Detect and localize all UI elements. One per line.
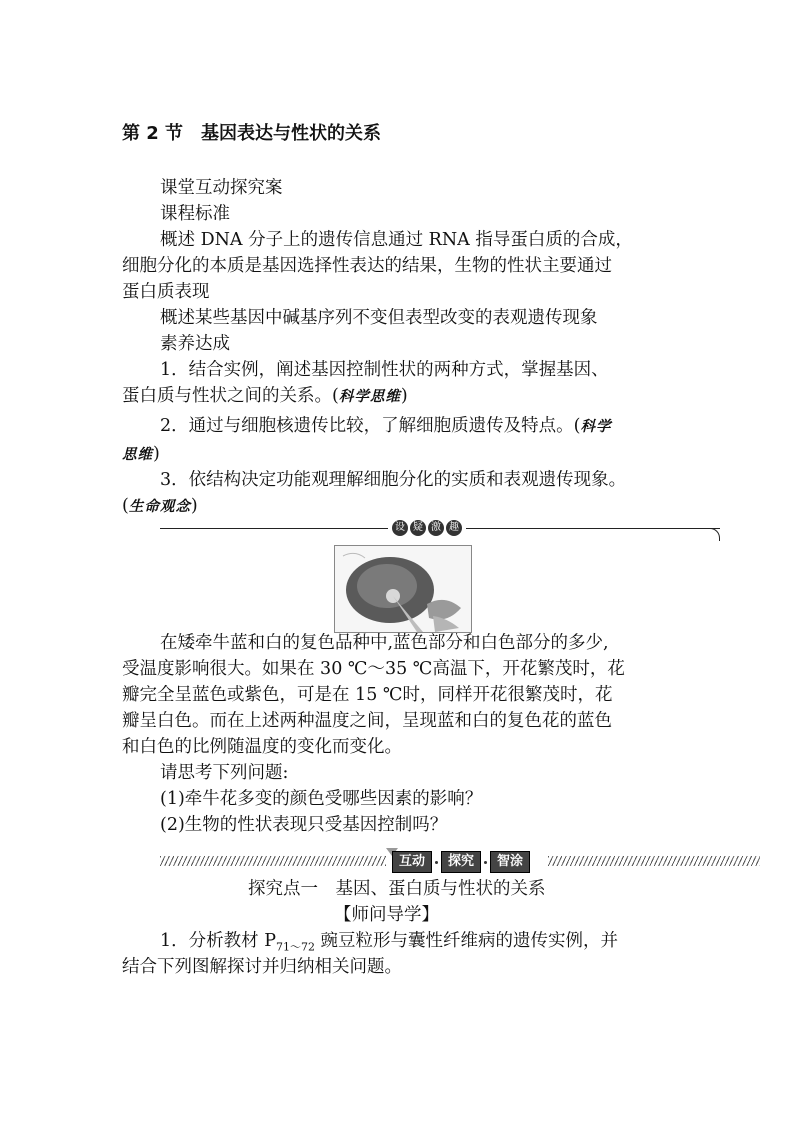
section-case: 课堂互动探究案 [160, 178, 283, 198]
flower-illustration [335, 546, 471, 632]
banner-dot [435, 861, 438, 864]
banner-badges [392, 851, 530, 873]
banner-badge: 互动 [392, 851, 432, 873]
literacy-heading: 素养达成 [160, 334, 230, 354]
banner-badge: 探究 [441, 851, 481, 873]
question-2: (2)生物的性状表现只受基因控制吗？ [160, 815, 448, 835]
item2-line-1: 2．通过与细胞核遗传比较，了解细胞质遗传及特点。(科学 [160, 416, 612, 436]
standard-line-3: 蛋白质表现 [122, 282, 210, 302]
intro-line-5: 和白色的比例随温度的变化而变化。 [122, 737, 402, 757]
page-title: 第 2 节 基因表达与性状的关系 [122, 123, 382, 144]
question-1: (1)牵牛花多变的颜色受哪些因素的影响？ [160, 789, 483, 809]
item1-line-1: 1．结合实例，阐述基因控制性状的两种方式，掌握基因、 [160, 360, 609, 380]
intro-line-1: 在矮牵牛蓝和白的复色品种中,蓝色部分和白色部分的多少, [160, 633, 609, 653]
questions-heading: 请思考下列问题: [160, 763, 289, 783]
item1-tag: 科学思维 [338, 388, 401, 405]
petunia-photo [334, 545, 472, 633]
banner-explore [160, 851, 760, 873]
banner-badge: 智涂 [490, 851, 530, 873]
item2-line-2: 思维) [122, 444, 160, 464]
banner-badge: 趣 [446, 520, 462, 536]
intro-line-3: 瓣完全呈蓝色或紫色，可是在 15 ℃时，同样开花很繁茂时，花 [122, 685, 613, 705]
item3-tag: 生命观念 [128, 498, 191, 515]
guide-line-1: 1．分析教材 $P_{71\sim 72}$ 豌豆粒形与囊性纤维病的遗传实例，并 [160, 931, 619, 954]
intro-line-2: 受温度影响很大。如果在 30 ℃～35 ℃高温下，开花繁茂时，花 [122, 659, 625, 679]
banner-intro [160, 520, 720, 540]
standard-epigenetics: 概述某些基因中碱基序列不变但表型改变的表观遗传现象 [160, 308, 598, 328]
banner-dot [484, 861, 487, 864]
banner-badge: 设 [392, 520, 408, 536]
guide-line-2: 结合下列图解探讨并归纳相关问题。 [122, 957, 402, 977]
hatch-left [160, 856, 386, 866]
page-range: 71～72 [275, 940, 315, 954]
banner-badge: 疑 [410, 520, 426, 536]
standard-line-1: 概述 DNA 分子上的遗传信息通过 RNA 指导蛋白质的合成， [160, 230, 633, 250]
banner-badges [388, 520, 466, 536]
banner-badge: 激 [428, 520, 444, 536]
explore-title: 探究点一 基因、蛋白质与性状的关系 [248, 879, 546, 899]
item2-tag-a: 科学 [580, 418, 612, 435]
item3-line-1: 3．依结构决定功能观理解细胞分化的实质和表观遗传现象。 [160, 470, 627, 490]
standard-heading: 课程标准 [160, 204, 230, 224]
item2-tag-b: 思维 [122, 446, 153, 463]
guide-title: 【师问导学】 [334, 905, 439, 925]
item3-line-2: (生命观念) [122, 496, 198, 516]
item1-line-2: 蛋白质与性状之间的关系。(科学思维) [122, 386, 408, 406]
standard-line-2: 细胞分化的本质是基因选择性表达的结果，生物的性状主要通过 [122, 256, 612, 276]
intro-line-4: 瓣呈白色。而在上述两种温度之间，呈现蓝和白的复色花的蓝色 [122, 711, 612, 731]
hatch-right [548, 856, 760, 866]
